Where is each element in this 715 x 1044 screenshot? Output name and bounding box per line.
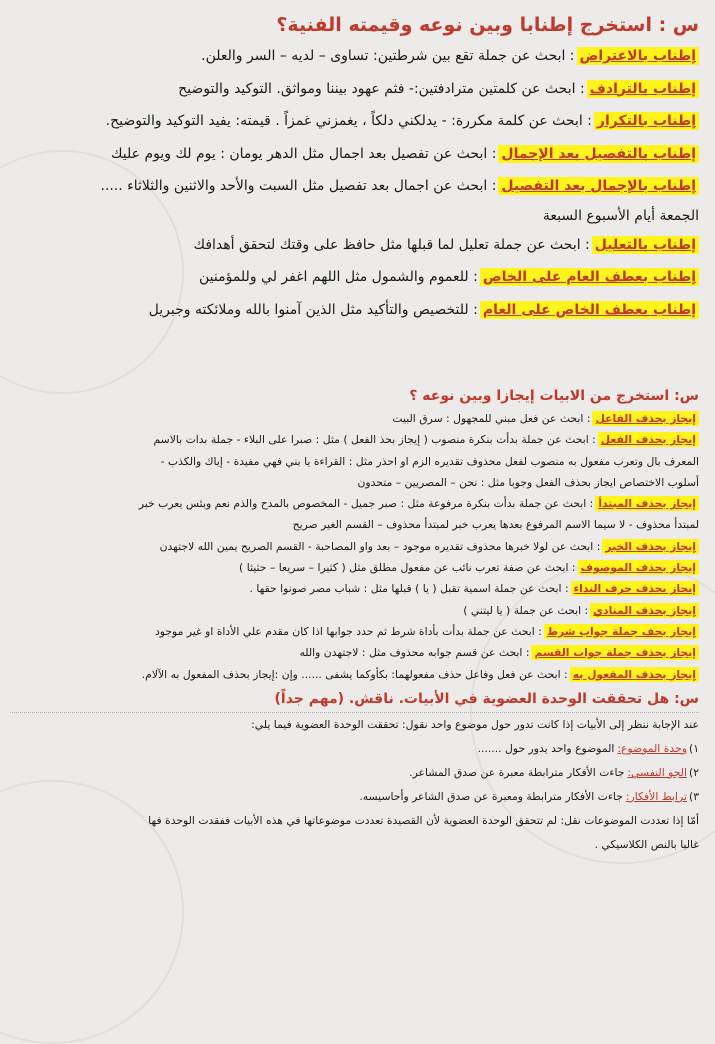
q3-point — [10, 785, 699, 809]
q2-label: إيجاز بحذف المبتدأ — [595, 496, 699, 511]
q1-label: إطناب بالتفصيل بعد الإجمال — [498, 145, 699, 163]
spacer — [10, 326, 699, 384]
q1-label: إطناب بالإجمال بعد التفصيل — [498, 177, 699, 195]
q2-label: إيجاز بحذف الموصوف — [578, 560, 699, 575]
q3-point-number: ١) — [688, 741, 699, 755]
q2-list — [10, 408, 699, 685]
q1-continuation: الجمعة أيام الأسبوع السبعة — [542, 207, 699, 224]
q2-row-continuation: المعرف بال وتعرب مفعول به منصوب لفعل محذوف تقديره الزم او احذر مثل : القراءة يا بني فهي مفيدة - إياك والكذب - — [160, 454, 699, 468]
q1-text: : ابحث عن جملة تعليل لما قبلها مثل حافظ على وقتك لتحقق أهدافك — [193, 236, 590, 253]
q2-text: : ابحث عن فعل وفاعل حذف مفعولهما: بكأوكما يشفى ...... وإن :إيجاز بحذف المفعول به الآلام. — [141, 667, 568, 681]
q1-text: : للعموم والشمول مثل اللهم اغفر لي وللمؤمنين — [198, 269, 478, 285]
q2-row — [10, 621, 699, 642]
q2-label: إيجاز بحذف الخبر — [602, 539, 699, 554]
q2-text: : ابحث عن جملة ( يا ليتني ) — [463, 603, 589, 617]
q3-point-label: الجو النفسي: — [627, 765, 687, 779]
q1-line — [10, 261, 699, 294]
q2-text: : ابحث عن قسم جوابه محذوف مثل : لاجتهدن والله — [299, 646, 530, 660]
q1-label: إطناب بالتكرار — [594, 112, 699, 130]
q1-line — [10, 170, 699, 203]
q3-point-label: وحدة الموضوع: — [617, 741, 687, 755]
q3-point-number: ٣) — [688, 789, 699, 803]
q1-text: : ابحث عن كلمتين مترادفتين:- فثم عهود بيننا ومواثق. التوكيد والتوضيح — [178, 80, 585, 97]
q2-text: : ابحث عن جملة بدأت بنكرة منصوب ( إيجاز بحذ الفعل ) مثل : صبرا على البلاء - جملة بدات بالاسم — [153, 433, 596, 447]
q2-text: : ابحث عن لولا خبرها محذوف تقديره موجود – بعد واو المصاحبة - القسم الصريح يمين الله لاجتهدن — [159, 539, 601, 553]
q1-label: إطناب بعطف الخاص على العام — [480, 301, 699, 319]
q1-line — [10, 138, 699, 171]
q2-row — [10, 664, 699, 685]
q2-text: : ابحث عن جملة اسمية تقبل ( يا ) قبلها مثل : شباب مصر صونوا حقها . — [249, 582, 569, 596]
q2-text: : ابحث عن جملة بدأت بأداة شرط ثم حدد جوابها اذا كان مقدم علي الأداة او غير موجود — [154, 624, 542, 638]
q2-row-continuation: أسلوب الاختصاص ايجاز بحذف الفعل وجوبا مثل : نحن – المصريين – متحدون — [357, 475, 699, 489]
q3-point — [10, 737, 699, 761]
q1-line — [10, 105, 699, 138]
q3-point — [10, 761, 699, 785]
q1-label: إطناب بعطف العام على الخاص — [480, 268, 699, 286]
q2-label: إيجاز بحذف الفعل — [598, 432, 699, 447]
q2-row — [10, 578, 699, 599]
q3-point-text: جاءت الأفكار مترابطة ومعبرة عن صدق الشاعر وأحاسيسه. — [359, 789, 623, 803]
q3-closing: أمّا إذا تعددت الموضوعات نقل: لم تتحقق الوحدة العضوية لأن القصيدة تعددت موضوعاتها في هذه الأبيات ففقدت الوحدة فها — [148, 813, 699, 827]
q1-text: : للتخصيص والتأكيد مثل الذين آمنوا بالله وملائكته وجبريل — [148, 301, 478, 318]
q2-label: إيجاز بحذف الفاعل — [592, 411, 699, 426]
q1-text: : ابحث عن اجمال بعد تفصيل مثل السبت والأحد والاثنين والثلاثاء ..... — [100, 178, 497, 194]
q2-row — [10, 408, 699, 429]
q2-row — [10, 429, 699, 450]
q2-label: إيجاز بحذف حرف النداء — [571, 581, 699, 596]
q3-point-text: الموضوع واحد يدور حول ....... — [477, 741, 615, 755]
q2-row — [10, 600, 699, 621]
q1-line — [10, 73, 699, 106]
q1-label: إطناب بالترادف — [587, 80, 699, 98]
q1-text: : ابحث عن تفصيل بعد اجمال مثل الدهر يومان : يوم لك ويوم عليك — [110, 145, 497, 162]
q2-label: إيجاز بحف جملة جواب شرط — [544, 624, 699, 639]
question-2-title: س: استخرج من الابيات إيجازا وبين نوعه ؟ — [409, 388, 699, 404]
q2-row — [10, 536, 699, 557]
q3-body — [10, 713, 699, 857]
q1-list — [10, 40, 699, 326]
q1-label: إطناب بالتعليل — [592, 236, 699, 254]
question-3-title: س: هل تحققت الوحدة العضوية في الأبيات. ناقش. (مهم جداً) — [10, 688, 699, 713]
q1-line — [10, 229, 699, 262]
q3-point-number: ٢) — [688, 765, 699, 779]
q2-row — [10, 642, 699, 663]
q1-text: : ابحث عن جملة تقع بين شرطتين: تساوى – لديه – السر والعلن. — [201, 48, 575, 64]
q2-row — [10, 557, 699, 578]
q2-label: إيجاز بحذف جملة جواب القسم — [531, 645, 699, 660]
q2-label: إيجاز بحذف المفعول به — [570, 667, 699, 682]
q2-text: : ابحث عن صفة تعرب نائب عن مفعول مطلق مثل ( كثيرا – سريعا – حثيثا ) — [239, 561, 576, 575]
q1-line — [10, 294, 699, 327]
q2-row-continuation: لمبتدأ محذوف - لا سيما الاسم المرفوع بعدها يعرب خبر لمبتدأ محذوف – القسم الغير صريح — [292, 518, 699, 532]
q1-text: : ابحث عن كلمة مكررة: - يدلكني دلكاً ، يغمزني غمزاً . قيمته: يفيد التوكيد والتوضيح. — [105, 113, 592, 129]
question-1-title: س : استخرج إطنابا وبين نوعه وقيمته الفنية؟ — [276, 14, 699, 36]
q3-point-label: ترابط الأفكار: — [625, 789, 687, 803]
q1-label: إطناب بالاعتراض — [577, 47, 699, 65]
q2-text: : ابحث عن فعل مبني للمجهول : سرق البيت — [392, 412, 591, 425]
q3-closing: غالبا بالنص الكلاسيكي . — [594, 837, 699, 851]
q1-line — [10, 40, 699, 73]
q2-text: : ابحث عن جملة بدأت بنكرة مرفوعة مثل : صبر جميل - المخصوص بالمدح والذم نعم وبئس يعرب خبر — [138, 497, 594, 511]
q3-point-text: جاءت الأفكار مترابطة معبرة عن صدق المشاعر. — [409, 765, 625, 779]
q3-intro: عند الإجابة ننظر إلى الأبيات إذا كانت تدور حول موضوع واحد نقول: تحققت الوحدة العضوية فيما يلي: — [251, 717, 699, 731]
q2-row — [10, 493, 699, 514]
q2-label: إيجاز بحذف المنادي — [590, 603, 699, 618]
